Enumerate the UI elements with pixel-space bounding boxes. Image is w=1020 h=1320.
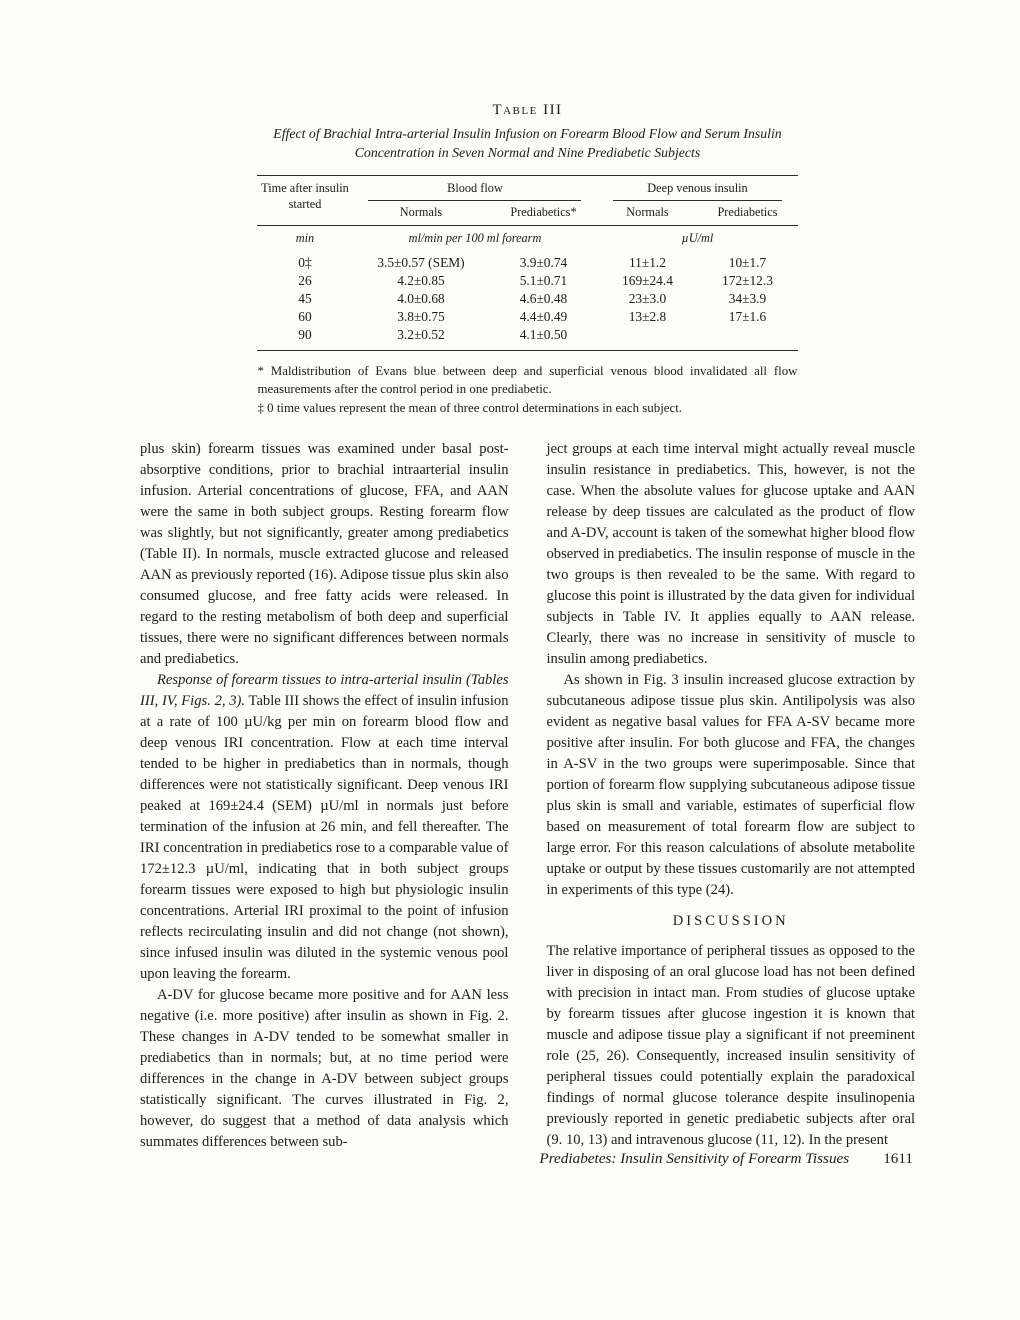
group-label-blood-flow: Blood flow	[368, 176, 581, 201]
table-cell: 26	[298, 273, 312, 289]
table-cell: 90	[257, 326, 352, 351]
units-time: min	[295, 231, 315, 246]
table-label: Table III	[492, 102, 563, 118]
table-row	[257, 272, 797, 290]
table-cell: 17±1.6	[728, 309, 767, 325]
paragraph: A-DV for glucose became more positive and for AAN less negative (i.e. more positive) after insulin as shown in Fig. 2. These changes in A-DV tended to be somewhat smaller in prediabetics than in normals; but, at no time period were differences in the change in A-DV between subject groups statistically significant. The curves illustrated in Fig. 2, however, do suggest that a method of data analysis which summates differences between sub-	[140, 987, 509, 1150]
group-label-deep-venous-insulin: Deep venous insulin	[613, 176, 781, 201]
table-cell: 10±1.7	[728, 255, 767, 271]
table-cell: 4.0±0.68	[397, 291, 445, 307]
col-subheader-prediabetics-insulin: Prediabetics	[697, 201, 797, 226]
paragraph: The relative importance of peripheral tissues as opposed to the liver in disposing of an oral glucose load has not been defined with precision in intact man. From studies of glucose uptake by forearm tissues after glucose ingestion it is known that muscle and adipose tissue play a significant if not preeminent role (25, 26). Consequently, increased insulin sensitivity of peripheral tissues could potentially explain the paradoxical findings of normal glucose tolerance despite insulinopenia previously reported in genetic prediabetic subjects after oral (9. 10, 13) and intravenous glucose (11, 12). In the present	[546, 943, 915, 1148]
table-cell: 5.1±0.71	[519, 273, 568, 289]
table-cell	[597, 326, 697, 351]
table-iii	[257, 175, 797, 351]
page-number: 1611	[883, 1150, 913, 1167]
footnote-asterisk: * Maldistribution of Evans blue between deep and superficial venous blood invalidated all flow measurements after the control period in one prediabetic.	[257, 364, 798, 397]
table-cell: 23±3.0	[628, 291, 667, 307]
col-subheader-prediabetics-flow: Prediabetics*	[489, 201, 597, 226]
running-title: Prediabetes: Insulin Sensitivity of Forearm Tissues	[539, 1150, 850, 1167]
page-footer	[140, 1150, 913, 1168]
table-cell: 3.9±0.74	[519, 255, 568, 271]
table-cell: 172±12.3	[722, 273, 773, 289]
table-row	[257, 290, 797, 308]
table-cell: 4.6±0.48	[519, 291, 568, 307]
paragraph: As shown in Fig. 3 insulin increased glucose extraction by subcutaneous adipose tissue plus skin. Antilipolysis was also evident as negative basal values for FFA A-SV became more positive after insulin. For both glucose and FFA, the changes in A-SV in the two groups were superimposable. Since that portion of forearm flow supplying subcutaneous adipose tissue plus skin is small and variable, estimates of superficial flow based on measurement of total forearm flow are subject to large error. For this reason calculations of absolute metabolite uptake or output by these tissues customarily are not attempted in experiments of this type (24).	[546, 672, 915, 898]
table-cell: 4.1±0.50	[489, 326, 597, 351]
table-cell: 169±24.4	[622, 273, 673, 289]
col-subheader-normals-flow: Normals	[352, 201, 489, 226]
units-flow: ml/min per 100 ml forearm	[408, 231, 542, 246]
left-column	[140, 439, 509, 1153]
table-footnotes	[258, 362, 798, 417]
table-caption: Effect of Brachial Intra-arterial Insulin Infusion on Forearm Blood Flow and Serum Insulin Concentration in Seven Normal and Nine Prediabetic Subjects	[273, 126, 782, 161]
table-cell	[697, 326, 797, 351]
paragraph-rest: Table III shows the effect of insulin infusion at a rate of 100 µU/kg per min on forearm blood flow and deep venous IRI concentration. Flow at each time interval tended to be higher in prediabetics than in normals, though differences were not statistically significant. Deep venous IRI peaked at 169±24.4 (SEM) µU/ml in normals just before termination of the infusion at 26 min, and fell thereafter. The IRI concentration in prediabetics rose to a comparable value of 172±12.3 µU/ml, indicating that in both subject groups forearm tissues were exposed to high but physiologic insulin concentrations. Arterial IRI proximal to the point of infusion reflects recirculating insulin and did not change (not shown), since infused insulin was diluted in the systemic venous pool upon leaving the forearm.	[140, 693, 509, 982]
paragraph-lead-italic: Response of forearm tissues to intra-arterial insulin (Tables III, IV, Figs. 2, 3).	[140, 672, 509, 709]
table-cell: 3.8±0.75	[397, 309, 445, 325]
table-cell: 0‡	[298, 255, 312, 271]
table-header-row	[257, 176, 797, 202]
paragraph	[140, 670, 509, 985]
table-cell: 3.5±0.57 (SEM)	[377, 255, 465, 271]
table-cell: 4.4±0.49	[519, 309, 568, 325]
paragraph: plus skin) forearm tissues was examined under basal post-absorptive conditions, prior to brachial intraarterial insulin infusion. Arterial concentrations of glucose, FFA, and AAN were the same in both subject groups. Resting forearm flow was slightly, but not significantly, greater among prediabetics (Table II). In normals, muscle extracted glucose and released AAN as previously reported (16). Adipose tissue plus skin also consumed glucose, and free fatty acids were released. In regard to the resting metabolism of both deep and superficial tissues, there were no significant differences between normals and prediabetics.	[140, 441, 509, 667]
col-group-deep-venous-insulin	[597, 176, 797, 202]
section-heading-discussion: DISCUSSION	[672, 913, 789, 929]
units-insulin: µU/ml	[681, 231, 714, 246]
table-cell: 4.2±0.85	[397, 273, 445, 289]
table-cell: 60	[298, 309, 312, 325]
table-row	[257, 252, 797, 272]
table-units-row	[257, 226, 797, 253]
right-column	[547, 439, 916, 1153]
col-subheader-normals-insulin: Normals	[597, 201, 697, 226]
table-cell: 13±2.8	[628, 309, 667, 325]
footnote-dagger: ‡ 0 time values represent the mean of three control determinations in each subject.	[257, 400, 683, 415]
col-header-time: Time after insulin started	[257, 176, 352, 226]
table-cell: 3.2±0.52	[352, 326, 489, 351]
table-row	[257, 326, 797, 351]
paragraph: ject groups at each time interval might actually reveal muscle insulin resistance in prediabetics. This, however, is not the case. When the absolute values for glucose uptake and AAN release by deep tissues are calculated as the product of flow and A-DV, account is taken of the somewhat higher blood flow observed in prediabetics. The insulin response of muscle in the two groups is then revealed to be the same. With regard to glucose this point is illustrated by the data given for individual subjects in Table IV. It applies equally to AAN release. Clearly, there was no increase in sensitivity of muscle to insulin among prediabetics.	[546, 441, 915, 667]
table-cell: 34±3.9	[728, 291, 767, 307]
table-row	[257, 308, 797, 326]
table-cell: 45	[298, 291, 312, 307]
col-group-blood-flow	[352, 176, 597, 202]
table-iii-block	[248, 102, 808, 417]
table-cell: 11±1.2	[628, 255, 666, 271]
body-columns	[140, 439, 915, 1153]
